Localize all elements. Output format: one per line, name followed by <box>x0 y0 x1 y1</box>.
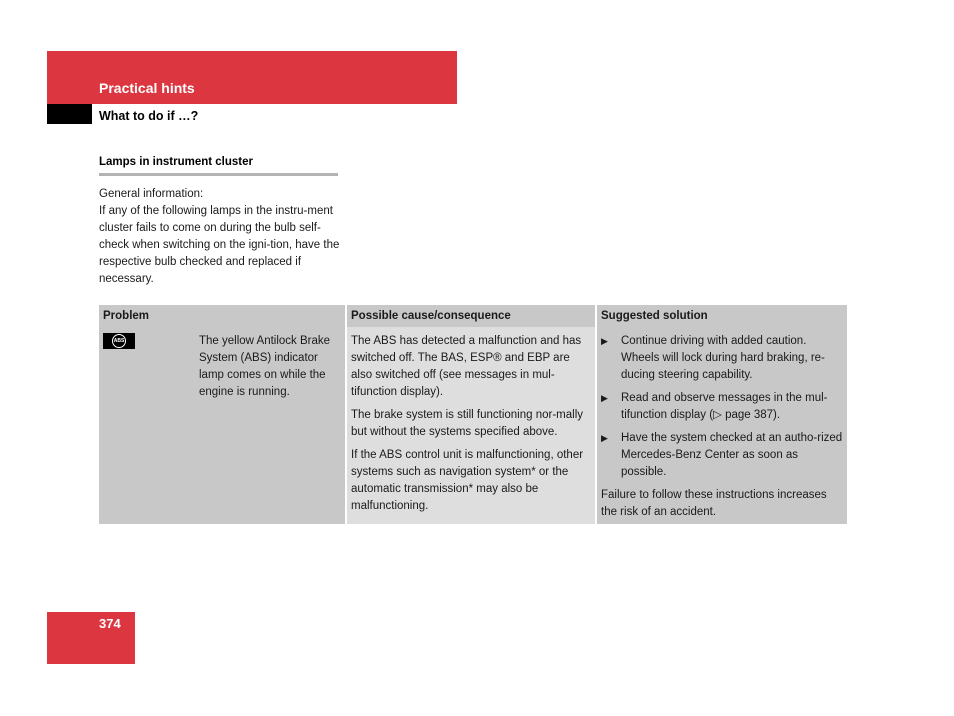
column-header-cause: Possible cause/consequence <box>346 305 596 327</box>
solution-item: ▶ Read and observe messages in the mul-tifunction display (▷ page 387). <box>601 390 843 424</box>
page-number: 374 <box>99 616 121 631</box>
section-title: Practical hints <box>99 80 195 96</box>
intro-text <box>99 186 344 288</box>
topic-divider <box>99 173 338 176</box>
intro-label: General information: <box>99 188 204 200</box>
abs-warning-lamp-icon: ABS <box>103 333 135 349</box>
table-row <box>99 327 847 524</box>
page-number-tab <box>47 612 135 664</box>
arrow-bullet-icon: ▶ <box>601 393 608 403</box>
troubleshooting-table <box>99 305 847 524</box>
table-header-row <box>99 305 847 327</box>
subsection-marker <box>47 104 92 124</box>
solution-item: ▶ Continue driving with added caution. Wheels will lock during hard braking, re-ducing steering capability. <box>601 333 843 384</box>
warning-text: Failure to follow these instructions increases the risk of an accident. <box>601 489 827 518</box>
intro-body: If any of the following lamps in the instru-ment cluster fails to come on during the bulb self-check when switching on the igni-tion, have the respective bulb checked and replaced if necessary. <box>99 205 340 285</box>
section-header-bar <box>47 51 457 104</box>
cause-paragraph: If the ABS control unit is malfunctioning, other systems such as navigation system* or the automatic transmission* may also be malfunctioning. <box>351 449 584 512</box>
column-header-solution: Suggested solution <box>596 305 847 327</box>
cause-cell <box>346 327 596 524</box>
solution-cell <box>596 327 847 524</box>
subsection-title: What to do if …? <box>99 109 199 123</box>
cause-paragraph: The brake system is still functioning nor-mally but without the systems specified above. <box>351 409 583 438</box>
arrow-bullet-icon: ▶ <box>601 336 608 346</box>
topic-heading: Lamps in instrument cluster <box>99 156 254 168</box>
arrow-bullet-icon: ▶ <box>601 433 608 443</box>
solution-item: ▶ Have the system checked at an autho-rized Mercedes-Benz Center as soon as possible. <box>601 430 843 481</box>
column-header-problem: Problem <box>99 305 346 327</box>
cause-paragraph: The ABS has detected a malfunction and has switched off. The BAS, ESP® and EBP are also switched off (see messages in mul-tifunction display). <box>351 335 582 398</box>
problem-text: The yellow Antilock Brake System (ABS) indicator lamp comes on while the engine is running. <box>199 335 331 398</box>
problem-cell <box>99 327 346 524</box>
